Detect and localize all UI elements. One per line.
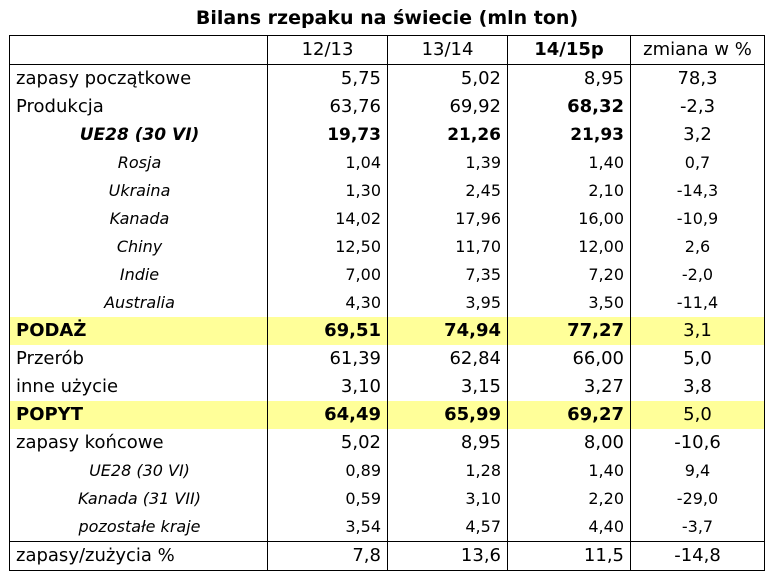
value-change-pct: -3,7 [631, 513, 765, 542]
value-change-pct: 2,6 [631, 233, 765, 261]
table-row [10, 373, 765, 401]
table-title: Bilans rzepaku na świecie (mln ton) [195, 7, 579, 29]
row-label: zapasy końcowe [10, 429, 268, 457]
value-12-13: 5,75 [268, 65, 388, 94]
value-14-15p: 3,50 [508, 289, 631, 317]
value-13-14: 1,28 [388, 457, 508, 485]
row-label: Produkcja [10, 93, 268, 121]
value-14-15p: 1,40 [508, 457, 631, 485]
value-12-13: 0,59 [268, 485, 388, 513]
row-label: UE28 (30 VI) [10, 457, 268, 485]
value-12-13: 3,10 [268, 373, 388, 401]
value-12-13: 64,49 [268, 401, 388, 429]
row-label: zapasy/zużycia % [10, 542, 268, 571]
row-label: Kanada (31 VII) [10, 485, 268, 513]
value-13-14: 62,84 [388, 345, 508, 373]
balance-table [9, 35, 765, 571]
value-change-pct: 3,1 [631, 317, 765, 345]
table-row [10, 401, 765, 429]
value-12-13: 63,76 [268, 93, 388, 121]
value-13-14: 1,39 [388, 149, 508, 177]
value-change-pct: 5,0 [631, 401, 765, 429]
value-change-pct: 0,7 [631, 149, 765, 177]
row-label: Przerób [10, 345, 268, 373]
value-13-14: 65,99 [388, 401, 508, 429]
table-row [10, 317, 765, 345]
row-label: Kanada [10, 205, 268, 233]
row-label: Australia [10, 289, 268, 317]
value-14-15p: 8,00 [508, 429, 631, 457]
value-13-14: 5,02 [388, 65, 508, 94]
value-14-15p: 77,27 [508, 317, 631, 345]
value-change-pct: 9,4 [631, 457, 765, 485]
value-13-14: 4,57 [388, 513, 508, 542]
value-13-14: 17,96 [388, 205, 508, 233]
value-13-14: 13,6 [388, 542, 508, 571]
row-label: PODAŻ [10, 317, 268, 345]
value-14-15p: 66,00 [508, 345, 631, 373]
table-row [10, 149, 765, 177]
value-14-15p: 1,40 [508, 149, 631, 177]
value-13-14: 2,45 [388, 177, 508, 205]
value-14-15p: 21,93 [508, 121, 631, 149]
header-label-cell [10, 36, 268, 65]
value-change-pct: -14,3 [631, 177, 765, 205]
value-14-15p: 4,40 [508, 513, 631, 542]
row-label: Indie [10, 261, 268, 289]
table-row [10, 121, 765, 149]
value-change-pct: -2,0 [631, 261, 765, 289]
value-12-13: 0,89 [268, 457, 388, 485]
value-13-14: 3,10 [388, 485, 508, 513]
value-13-14: 8,95 [388, 429, 508, 457]
value-change-pct: -2,3 [631, 93, 765, 121]
value-13-14: 3,95 [388, 289, 508, 317]
table-row [10, 345, 765, 373]
table-row [10, 261, 765, 289]
value-12-13: 3,54 [268, 513, 388, 542]
row-label: zapasy początkowe [10, 65, 268, 94]
value-12-13: 69,51 [268, 317, 388, 345]
value-12-13: 7,8 [268, 542, 388, 571]
header-13-14: 13/14 [388, 36, 508, 65]
table-row [10, 513, 765, 542]
value-12-13: 12,50 [268, 233, 388, 261]
table-row [10, 429, 765, 457]
row-label: Chiny [10, 233, 268, 261]
table-row [10, 233, 765, 261]
value-change-pct: 5,0 [631, 345, 765, 373]
value-12-13: 61,39 [268, 345, 388, 373]
row-label: Ukraina [10, 177, 268, 205]
table-row [10, 289, 765, 317]
header-row [10, 36, 765, 65]
table-row [10, 93, 765, 121]
value-change-pct: 78,3 [631, 65, 765, 94]
value-12-13: 14,02 [268, 205, 388, 233]
value-change-pct: -29,0 [631, 485, 765, 513]
value-14-15p: 2,20 [508, 485, 631, 513]
value-14-15p: 8,95 [508, 65, 631, 94]
row-label: Rosja [10, 149, 268, 177]
value-change-pct: -14,8 [631, 542, 765, 571]
table-row [10, 177, 765, 205]
value-12-13: 1,30 [268, 177, 388, 205]
value-13-14: 3,15 [388, 373, 508, 401]
value-14-15p: 16,00 [508, 205, 631, 233]
value-change-pct: -10,9 [631, 205, 765, 233]
table-body [10, 65, 765, 571]
value-12-13: 19,73 [268, 121, 388, 149]
value-12-13: 5,02 [268, 429, 388, 457]
table-row [10, 65, 765, 94]
value-change-pct: -10,6 [631, 429, 765, 457]
table-row [10, 457, 765, 485]
value-13-14: 69,92 [388, 93, 508, 121]
table-row [10, 542, 765, 571]
value-14-15p: 3,27 [508, 373, 631, 401]
value-14-15p: 12,00 [508, 233, 631, 261]
value-13-14: 11,70 [388, 233, 508, 261]
value-14-15p: 7,20 [508, 261, 631, 289]
header-12-13: 12/13 [268, 36, 388, 65]
value-13-14: 74,94 [388, 317, 508, 345]
value-change-pct: 3,8 [631, 373, 765, 401]
value-14-15p: 2,10 [508, 177, 631, 205]
value-12-13: 1,04 [268, 149, 388, 177]
value-13-14: 7,35 [388, 261, 508, 289]
value-14-15p: 11,5 [508, 542, 631, 571]
row-label: inne użycie [10, 373, 268, 401]
header-change-pct: zmiana w % [631, 36, 765, 65]
value-14-15p: 68,32 [508, 93, 631, 121]
table-row [10, 485, 765, 513]
value-change-pct: 3,2 [631, 121, 765, 149]
table-row [10, 205, 765, 233]
value-12-13: 7,00 [268, 261, 388, 289]
header-14-15p: 14/15p [508, 36, 631, 65]
value-12-13: 4,30 [268, 289, 388, 317]
row-label: POPYT [10, 401, 268, 429]
value-14-15p: 69,27 [508, 401, 631, 429]
row-label: pozostałe kraje [10, 513, 268, 542]
value-change-pct: -11,4 [631, 289, 765, 317]
value-13-14: 21,26 [388, 121, 508, 149]
row-label: UE28 (30 VI) [10, 121, 268, 149]
